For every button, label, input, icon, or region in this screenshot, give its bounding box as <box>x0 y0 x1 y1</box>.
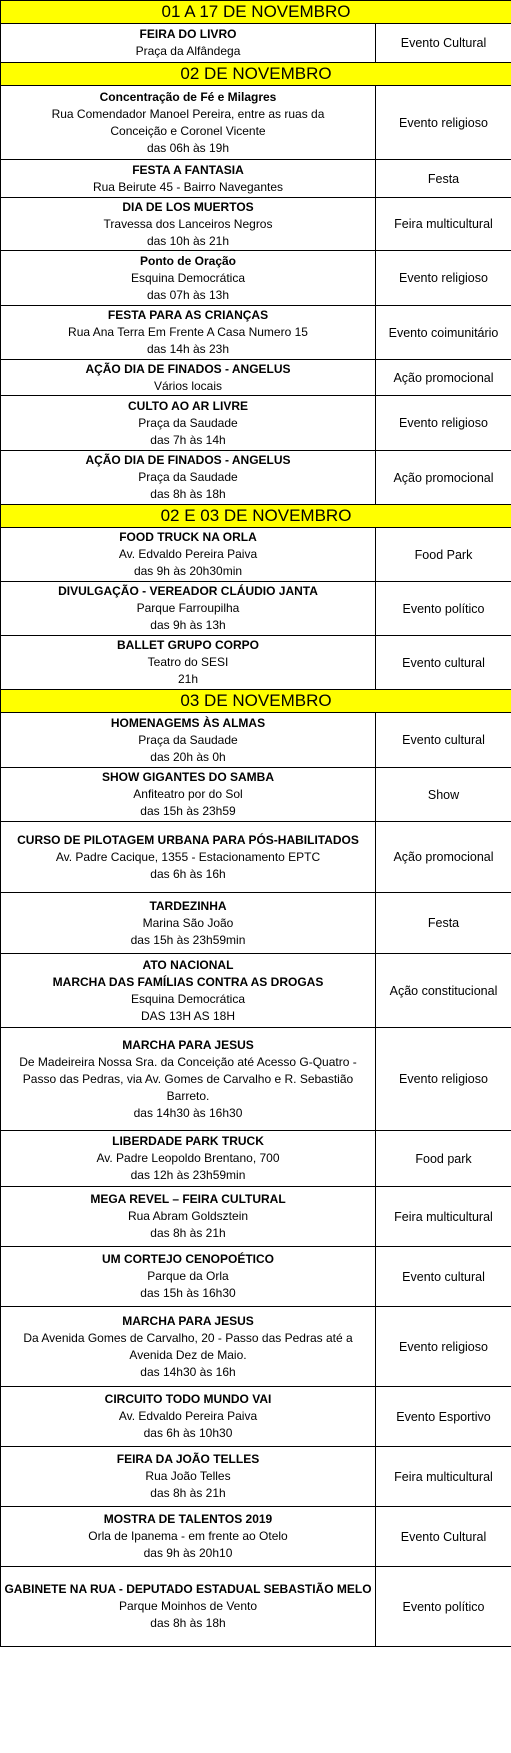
event-name: Concentração de Fé e Milagres <box>99 89 277 104</box>
event-name: FOOD TRUCK NA ORLA <box>119 530 257 544</box>
event-cell <box>1 251 376 306</box>
event-detail: Da Avenida Gomes de Carvalho, 20 - Passo das Pedras até a <box>23 1330 353 1345</box>
event-row <box>1 1567 511 1647</box>
event-type: Evento cultural <box>376 713 511 768</box>
event-detail: Praça da Alfândega <box>135 44 241 58</box>
event-row <box>1 582 511 636</box>
event-type: Evento cultural <box>376 636 511 690</box>
event-type: Feira multicultural <box>376 1187 511 1247</box>
event-row <box>1 1247 511 1307</box>
event-name: FEIRA DO LIVRO <box>139 27 237 41</box>
event-cell <box>1 893 376 954</box>
event-name: FESTA A FANTASIA <box>132 162 244 177</box>
event-type: Festa <box>376 893 511 954</box>
event-row <box>1 528 511 582</box>
event-detail: Praça da Saudade <box>138 732 238 747</box>
event-type: Evento Cultural <box>376 24 511 63</box>
event-detail: Orla de Ipanema - em frente ao Otelo <box>88 1529 288 1543</box>
date-header: 02 E 03 DE NOVEMBRO <box>1 505 511 528</box>
event-row <box>1 1507 511 1567</box>
event-row <box>1 396 511 451</box>
event-detail: das 15h às 23h59min <box>130 932 246 947</box>
event-name: MARCHA PARA JESUS <box>122 1313 254 1328</box>
event-detail: Av. Edvaldo Pereira Paiva <box>118 1409 258 1423</box>
event-type: Ação promocional <box>376 822 511 893</box>
event-name: TARDEZINHA <box>149 898 227 913</box>
event-type: Food Park <box>376 528 511 582</box>
event-detail: das 20h às 0h <box>150 749 226 764</box>
event-detail: Passo das Pedras, via Av. Gomes de Carvalho e R. Sebastião <box>22 1071 354 1086</box>
date-header: 02 DE NOVEMBRO <box>1 63 511 86</box>
event-detail: das 14h às 23h <box>146 342 230 356</box>
event-detail: Parque Farroupilha <box>136 601 240 615</box>
date-header-row <box>1 690 511 713</box>
event-row <box>1 251 511 306</box>
event-row <box>1 1131 511 1187</box>
event-name: MEGA REVEL – FEIRA CULTURAL <box>90 1192 286 1206</box>
event-row <box>1 954 511 1028</box>
event-detail: das 8h às 21h <box>150 1226 226 1240</box>
event-detail: Praça da Saudade <box>138 415 238 430</box>
event-row <box>1 1447 511 1507</box>
event-detail: Rua Comendador Manoel Pereira, entre as ruas da <box>51 106 325 121</box>
event-name: Ponto de Oração <box>139 253 237 268</box>
event-cell <box>1 1131 376 1187</box>
event-detail: Rua João Telles <box>145 1469 231 1483</box>
event-detail: Rua Abram Goldsztein <box>127 1209 249 1223</box>
event-detail: Parque Moinhos de Vento <box>118 1599 258 1613</box>
event-detail: das 6h às 16h <box>150 866 226 881</box>
event-cell <box>1 451 376 505</box>
event-type: Evento cultural <box>376 1247 511 1307</box>
event-row <box>1 360 511 396</box>
event-type: Festa <box>376 160 511 198</box>
event-type: Evento religioso <box>376 86 511 160</box>
date-header-row <box>1 1 511 24</box>
event-detail: Av. Padre Leopoldo Brentano, 700 <box>96 1151 280 1165</box>
event-row <box>1 1307 511 1387</box>
event-detail: Rua Beirute 45 - Bairro Navegantes <box>92 179 284 194</box>
event-name: GABINETE NA RUA - DEPUTADO ESTADUAL SEBASTIÃO MELO <box>4 1582 372 1596</box>
event-detail: das 07h às 13h <box>146 287 230 302</box>
event-type: Show <box>376 768 511 822</box>
event-cell <box>1 1247 376 1307</box>
event-row <box>1 1028 511 1131</box>
event-detail: das 12h às 23h59min <box>130 1168 246 1182</box>
event-cell <box>1 396 376 451</box>
event-name: BALLET GRUPO CORPO <box>116 638 259 652</box>
event-row <box>1 768 511 822</box>
event-type: Ação promocional <box>376 451 511 505</box>
event-name: CULTO AO AR LIVRE <box>128 398 248 413</box>
event-name: CIRCUITO TODO MUNDO VAI <box>104 1392 272 1406</box>
event-detail: das 14h30 às 16h30 <box>133 1105 243 1120</box>
event-detail: Esquina Democrática <box>130 991 246 1006</box>
event-row <box>1 636 511 690</box>
event-cell <box>1 160 376 198</box>
event-cell <box>1 24 376 63</box>
event-name: UM CORTEJO CENOPOÉTICO <box>101 1252 274 1266</box>
event-name: DIA DE LOS MUERTOS <box>122 199 254 214</box>
event-cell <box>1 198 376 251</box>
event-detail: Av. Edvaldo Pereira Paiva <box>118 547 258 561</box>
event-name: LIBERDADE PARK TRUCK <box>112 1134 264 1148</box>
event-cell <box>1 86 376 160</box>
event-detail: das 14h30 às 16h <box>140 1364 236 1379</box>
event-detail: Praça da Saudade <box>138 470 238 484</box>
event-detail: Av. Padre Cacique, 1355 - Estacionamento EPTC <box>55 849 321 864</box>
event-row <box>1 1187 511 1247</box>
event-detail: De Madeireira Nossa Sra. da Conceição até Acesso G-Quatro - <box>19 1054 357 1069</box>
event-row <box>1 306 511 360</box>
event-type: Evento religioso <box>376 1307 511 1387</box>
event-name: FESTA PARA AS CRIANÇAS <box>107 308 269 322</box>
date-header-row <box>1 63 511 86</box>
event-detail: das 8h às 18h <box>150 1616 226 1630</box>
event-name: HOMENAGEMS ÀS ALMAS <box>110 715 266 730</box>
event-cell <box>1 1447 376 1507</box>
event-name: CURSO DE PILOTAGEM URBANA PARA PÓS-HABILITADOS <box>17 832 359 847</box>
event-cell <box>1 954 376 1028</box>
event-detail: das 10h às 21h <box>146 233 230 248</box>
event-detail: Avenida Dez de Maio. <box>129 1347 247 1362</box>
event-detail: das 8h às 21h <box>150 1486 226 1500</box>
event-detail: Parque da Orla <box>147 1269 229 1283</box>
date-header-row <box>1 505 511 528</box>
event-cell <box>1 713 376 768</box>
event-row <box>1 198 511 251</box>
event-cell <box>1 822 376 893</box>
event-type: Food park <box>376 1131 511 1187</box>
event-type: Evento religioso <box>376 1028 511 1131</box>
event-type: Evento coimunitário <box>376 306 511 360</box>
event-cell <box>1 1567 376 1647</box>
event-cell <box>1 582 376 636</box>
event-detail: das 9h às 20h30min <box>133 564 243 578</box>
event-detail: Esquina Democrática <box>130 270 246 285</box>
event-cell <box>1 636 376 690</box>
event-detail: Anfiteatro por do Sol <box>133 787 243 801</box>
event-detail: das 15h às 16h30 <box>140 1286 236 1300</box>
event-name: DIVULGAÇÃO - VEREADOR CLÁUDIO JANTA <box>58 584 318 598</box>
event-type: Evento político <box>376 582 511 636</box>
event-name: MARCHA PARA JESUS <box>122 1037 254 1052</box>
event-type: Evento Cultural <box>376 1507 511 1567</box>
event-row <box>1 822 511 893</box>
event-type: Evento religioso <box>376 251 511 306</box>
event-detail: Conceição e Coronel Vicente <box>110 123 266 138</box>
event-type: Feira multicultural <box>376 1447 511 1507</box>
date-header: 01 A 17 DE NOVEMBRO <box>1 1 511 24</box>
event-cell <box>1 528 376 582</box>
event-detail: das 6h às 10h30 <box>143 1426 233 1440</box>
event-row <box>1 86 511 160</box>
event-detail: Rua Ana Terra Em Frente A Casa Numero 15 <box>68 325 308 339</box>
event-row <box>1 24 511 63</box>
event-row <box>1 160 511 198</box>
event-cell <box>1 1307 376 1387</box>
event-detail: das 9h às 20h10 <box>143 1546 233 1560</box>
event-row <box>1 451 511 505</box>
event-detail: das 9h às 13h <box>150 618 226 632</box>
event-cell <box>1 1187 376 1247</box>
event-detail: 21h <box>177 672 199 686</box>
event-name: SHOW GIGANTES DO SAMBA <box>101 770 274 784</box>
event-cell <box>1 360 376 396</box>
event-name: ATO NACIONAL <box>142 957 234 972</box>
event-row <box>1 713 511 768</box>
event-row <box>1 1387 511 1447</box>
date-header: 03 DE NOVEMBRO <box>1 690 511 713</box>
event-cell <box>1 1387 376 1447</box>
event-name: MARCHA DAS FAMÍLIAS CONTRA AS DROGAS <box>52 974 324 989</box>
event-cell <box>1 768 376 822</box>
event-type: Evento Esportivo <box>376 1387 511 1447</box>
event-detail: Travessa dos Lanceiros Negros <box>103 216 273 231</box>
event-detail: das 06h às 19h <box>146 140 230 155</box>
event-cell <box>1 1507 376 1567</box>
event-detail: das 7h às 14h <box>150 432 226 447</box>
event-name: MOSTRA DE TALENTOS 2019 <box>103 1512 273 1526</box>
event-detail: das 8h às 18h <box>150 487 226 501</box>
event-type: Ação constitucional <box>376 954 511 1028</box>
event-name: AÇÃO DIA DE FINADOS - ANGELUS <box>85 361 291 376</box>
event-detail: DAS 13H AS 18H <box>140 1008 236 1023</box>
event-detail: Teatro do SESI <box>147 655 229 669</box>
event-detail: das 15h às 23h59 <box>140 804 236 818</box>
event-cell <box>1 1028 376 1131</box>
event-type: Evento político <box>376 1567 511 1647</box>
event-type: Evento religioso <box>376 396 511 451</box>
event-type: Feira multicultural <box>376 198 511 251</box>
event-type: Ação promocional <box>376 360 511 396</box>
event-detail: Vários locais <box>153 378 223 393</box>
event-name: FEIRA DA JOÃO TELLES <box>116 1452 260 1466</box>
event-detail: Barreto. <box>166 1088 210 1103</box>
event-row <box>1 893 511 954</box>
event-name: AÇÃO DIA DE FINADOS - ANGELUS <box>85 453 291 467</box>
event-detail: Marina São João <box>142 915 234 930</box>
event-cell <box>1 306 376 360</box>
